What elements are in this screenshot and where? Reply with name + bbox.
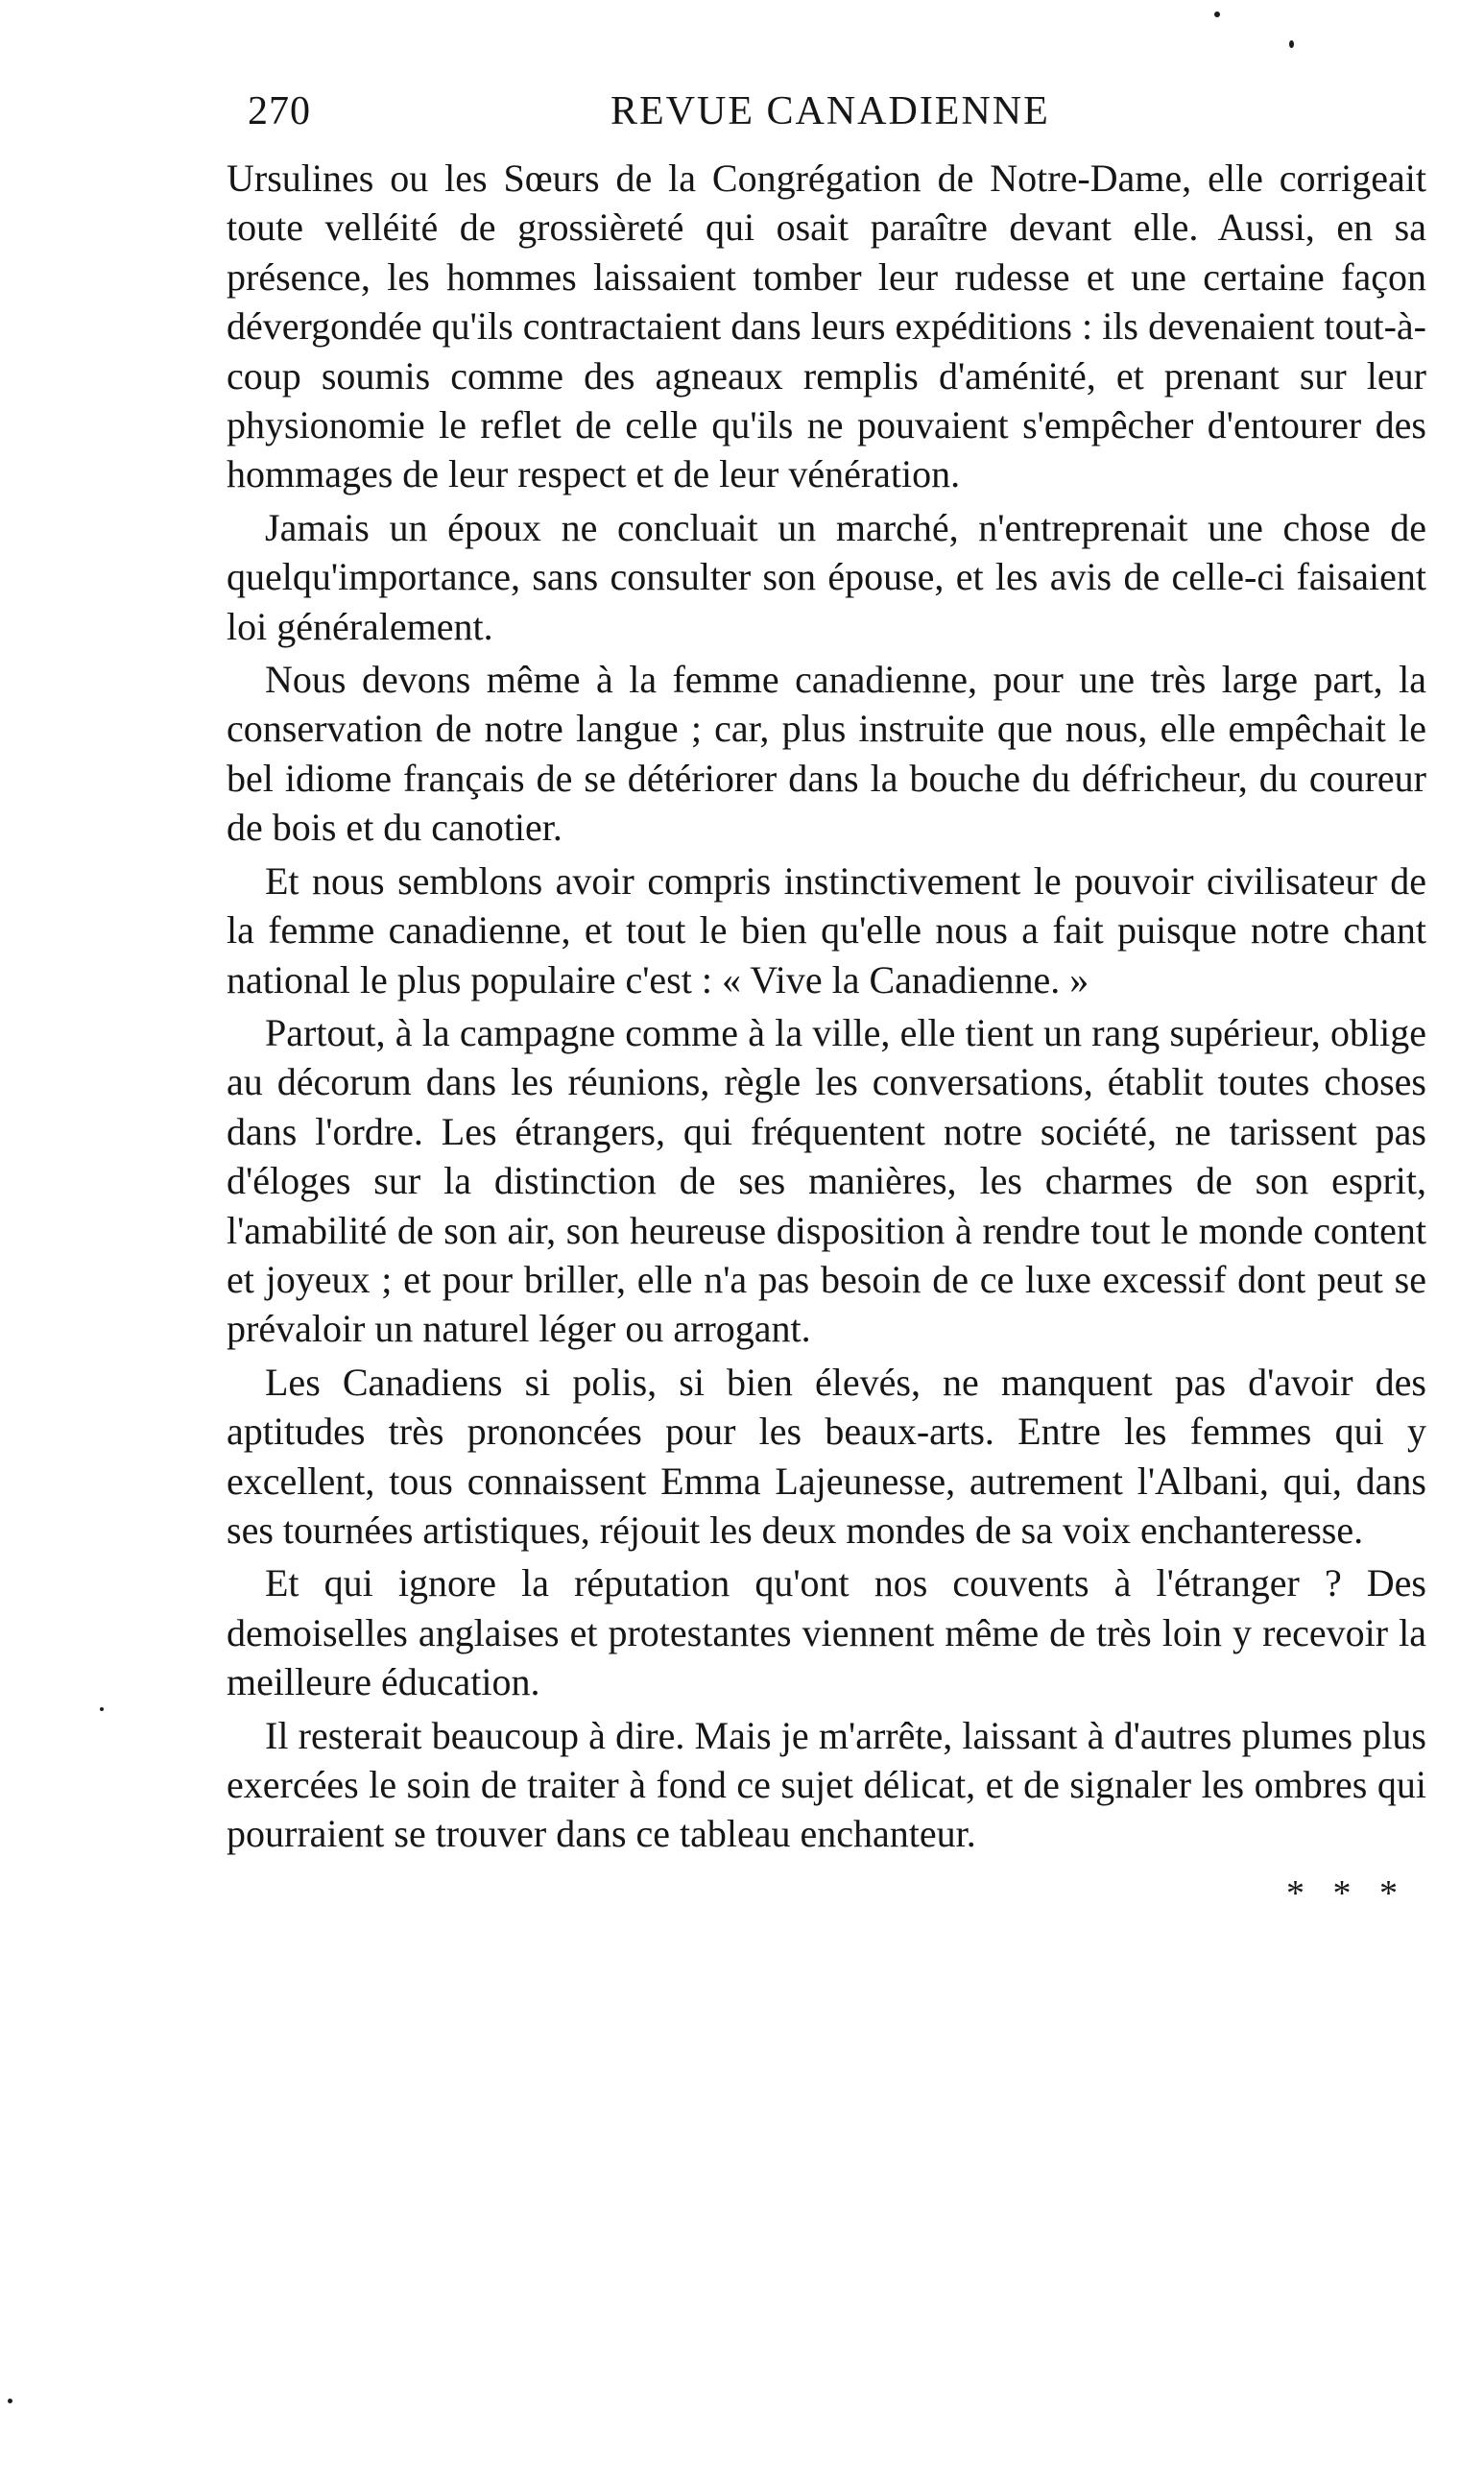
article-body xyxy=(227,154,1426,1859)
paragraph-continued: Ursulines ou les Sœurs de la Congrégation de Notre-Dame, elle corrigeait toute velléité de grossièreté qui osait paraître devant elle. Aussi, en sa présence, les hommes laissaient tomber leur rudesse et une certaine façon dévergondée qu'ils contractaient dans leurs expéditions : ils devenaient tout-à-coup soumis comme des agneaux remplis d'aménité, et prenant sur leur physionomie le reflet de celle qu'ils ne pouvaient s'empêcher d'entourer des hommages de leur respect et de leur vénération. xyxy=(227,157,1426,496)
paragraph: Les Canadiens si polis, si bien élevés, ne manquent pas d'avoir des aptitudes très prononcées pour les beaux-arts. Entre les femmes qui y excellent, tous connaissent Emma Lajeunesse, autrement l'Albani, qui, dans ses tournées artistiques, réjouit les deux mondes de sa voix enchanteresse. xyxy=(227,1360,1426,1552)
ink-speck xyxy=(100,1707,104,1711)
book-page xyxy=(227,81,1426,1915)
ink-speck xyxy=(1289,40,1294,48)
section-break-asterisks: * * * xyxy=(1286,1872,1407,1914)
paragraph: Il resterait beaucoup à dire. Mais je m'arrête, laissant à d'autres plumes plus exercées le soin de traiter à fond ce sujet délicat, et de signaler les ombres qui pourraient se trouver dans ce tableau enchanteur. xyxy=(227,1713,1426,1856)
page-number: 270 xyxy=(248,89,311,133)
paragraph: Et nous semblons avoir compris instinctivement le pouvoir civilisateur de la femme canadienne, et tout le bien qu'elle nous a fait puisque notre chant national le plus populaire c'est : « Vive la Canadienne. » xyxy=(227,858,1426,1001)
running-head xyxy=(227,81,1426,142)
journal-title: REVUE CANADIENNE xyxy=(610,89,1050,133)
paragraph: Jamais un époux ne concluait un marché, n'entreprenait une chose de quelqu'importance, sans consulter son épouse, et les avis de celle-ci faisaient loi généralement. xyxy=(227,505,1426,648)
paragraph: Partout, à la campagne comme à la ville, elle tient un rang supérieur, oblige au décorum dans les réunions, règle les conversations, établit toutes choses dans l'ordre. Les étrangers, qui fréquentent notre société, ne tarissent pas d'éloges sur la distinction de ses manières, les charmes de son esprit, l'amabilité de son air, son heureuse disposition à rendre tout le monde content et joyeux ; et pour briller, elle n'a pas besoin de ce luxe excessif dont peut se prévaloir un naturel léger ou arrogant. xyxy=(227,1010,1426,1351)
ink-speck xyxy=(1214,12,1220,17)
paragraph: Nous devons même à la femme canadienne, pour une très large part, la conservation de notre langue ; car, plus instruite que nous, elle empêchait le bel idiome français de se détériorer dans la bouche du défricheur, du coureur de bois et du canotier. xyxy=(227,658,1426,850)
paragraph: Et qui ignore la réputation qu'ont nos couvents à l'étranger ? Des demoiselles anglaises et protestantes viennent même de très loin y recevoir la meilleure éducation. xyxy=(227,1561,1426,1704)
ink-speck xyxy=(8,2399,12,2403)
